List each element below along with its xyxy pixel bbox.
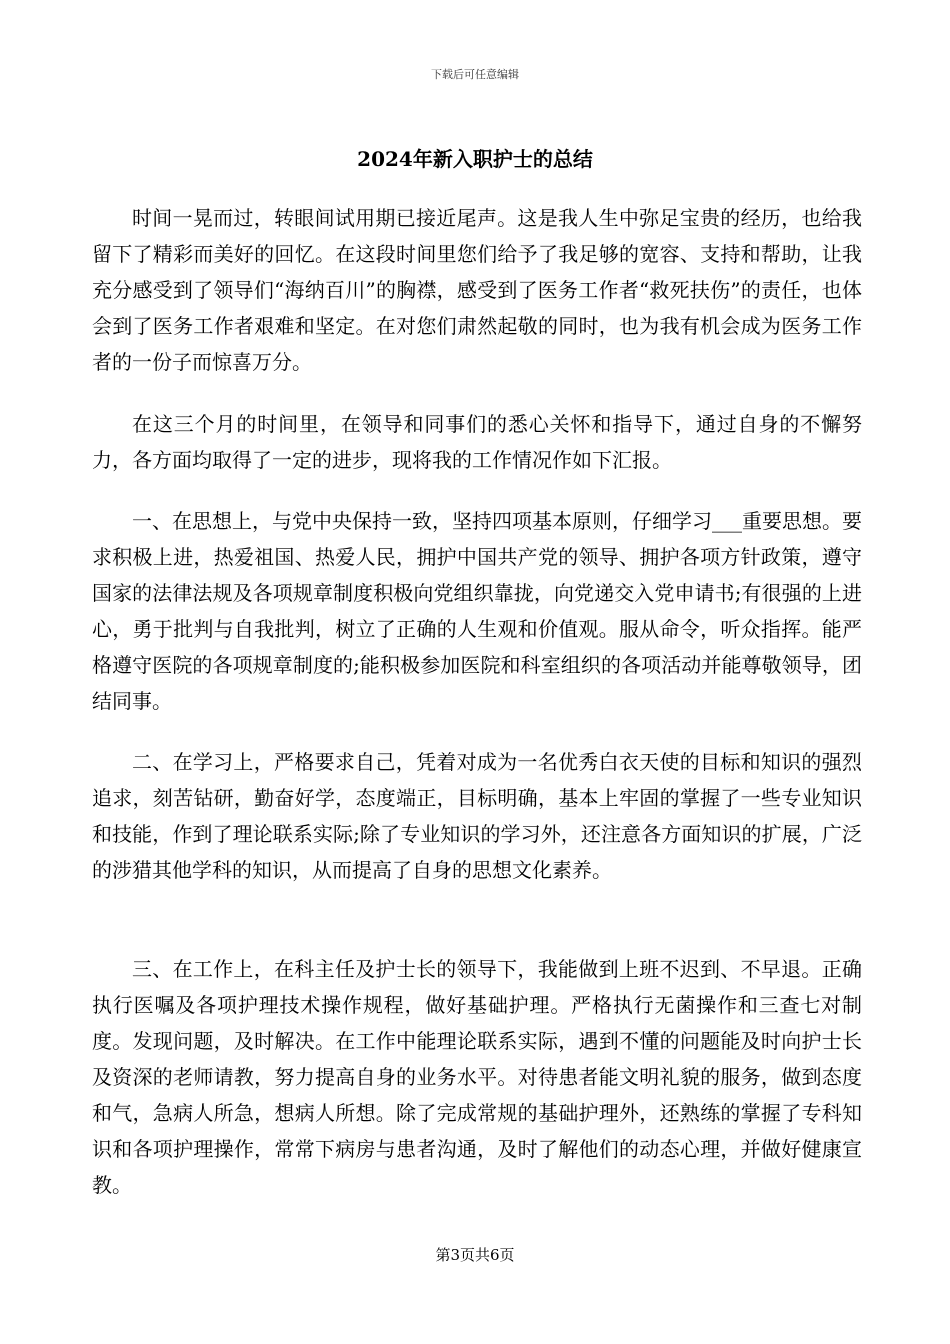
paragraph-work: 三、在工作上，在科主任及护士长的领导下，我能做到上班不迟到、不早退。正确执行医嘱及各项护理技术操作规程，做好基础护理。严格执行无菌操作和三查七对制度。发现问题，及时解决。在工作中能理论联系实际，遇到不懂的问题能及时向护士长及资深的老师请教，努力提高自身的业务水平。对待患者能文明礼貌的服务，做到态度和气，急病人所急，想病人所想。除了完成常规的基础护理外，还熟练的掌握了专科知识和各项护理操作，常常下病房与患者沟通，及时了解他们的动态心理，并做好健康宣教。 — [92, 957, 862, 1197]
page-footer: 第3页共6页 — [435, 1246, 515, 1264]
page-header: 下载后可任意编辑 — [431, 68, 519, 81]
paragraph-study: 二、在学习上，严格要求自己，凭着对成为一名优秀白衣天使的目标和知识的强烈追求，刻苦钻研，勤奋好学，态度端正，目标明确，基本上牢固的掌握了一些专业知识和技能，作到了理论联系实际;除了专业知识的学习外，还注意各方面知识的扩展，广泛的涉猎其他学科的知识，从而提高了自身的思想文化素养。 — [92, 750, 862, 882]
paragraph-thought: 一、在思想上，与党中央保持一致，坚持四项基本原则，仔细学习___重要思想。要求积极上进，热爱祖国、热爱人民，拥护中国共产党的领导、拥护各项方针政策，遵守国家的法律法规及各项规章制度积极向党组织靠拢，向党递交入党申请书;有很强的上进心，勇于批判与自我批判，树立了正确的人生观和价值观。服从命令，听众指挥。能严格遵守医院的各项规章制度的;能积极参加医院和科室组织的各项活动并能尊敬领导，团结同事。 — [92, 509, 862, 713]
paragraph-summary: 在这三个月的时间里，在领导和同事们的悉心关怀和指导下，通过自身的不懈努力，各方面均取得了一定的进步，现将我的工作情况作如下汇报。 — [92, 412, 862, 472]
paragraph-intro: 时间一晃而过，转眼间试用期已接近尾声。这是我人生中弥足宝贵的经历，也给我留下了精彩而美好的回忆。在这段时间里您们给予了我足够的宽容、支持和帮助，让我充分感受到了领导们“海纳百川”的胸襟，感受到了医务工作者“救死扶伤”的责任，也体会到了医务工作者艰难和坚定。在对您们肃然起敬的同时，也为我有机会成为医务工作者的一份子而惊喜万分。 — [92, 206, 862, 374]
document-title: 2024年新入职护士的总结 — [357, 147, 593, 171]
